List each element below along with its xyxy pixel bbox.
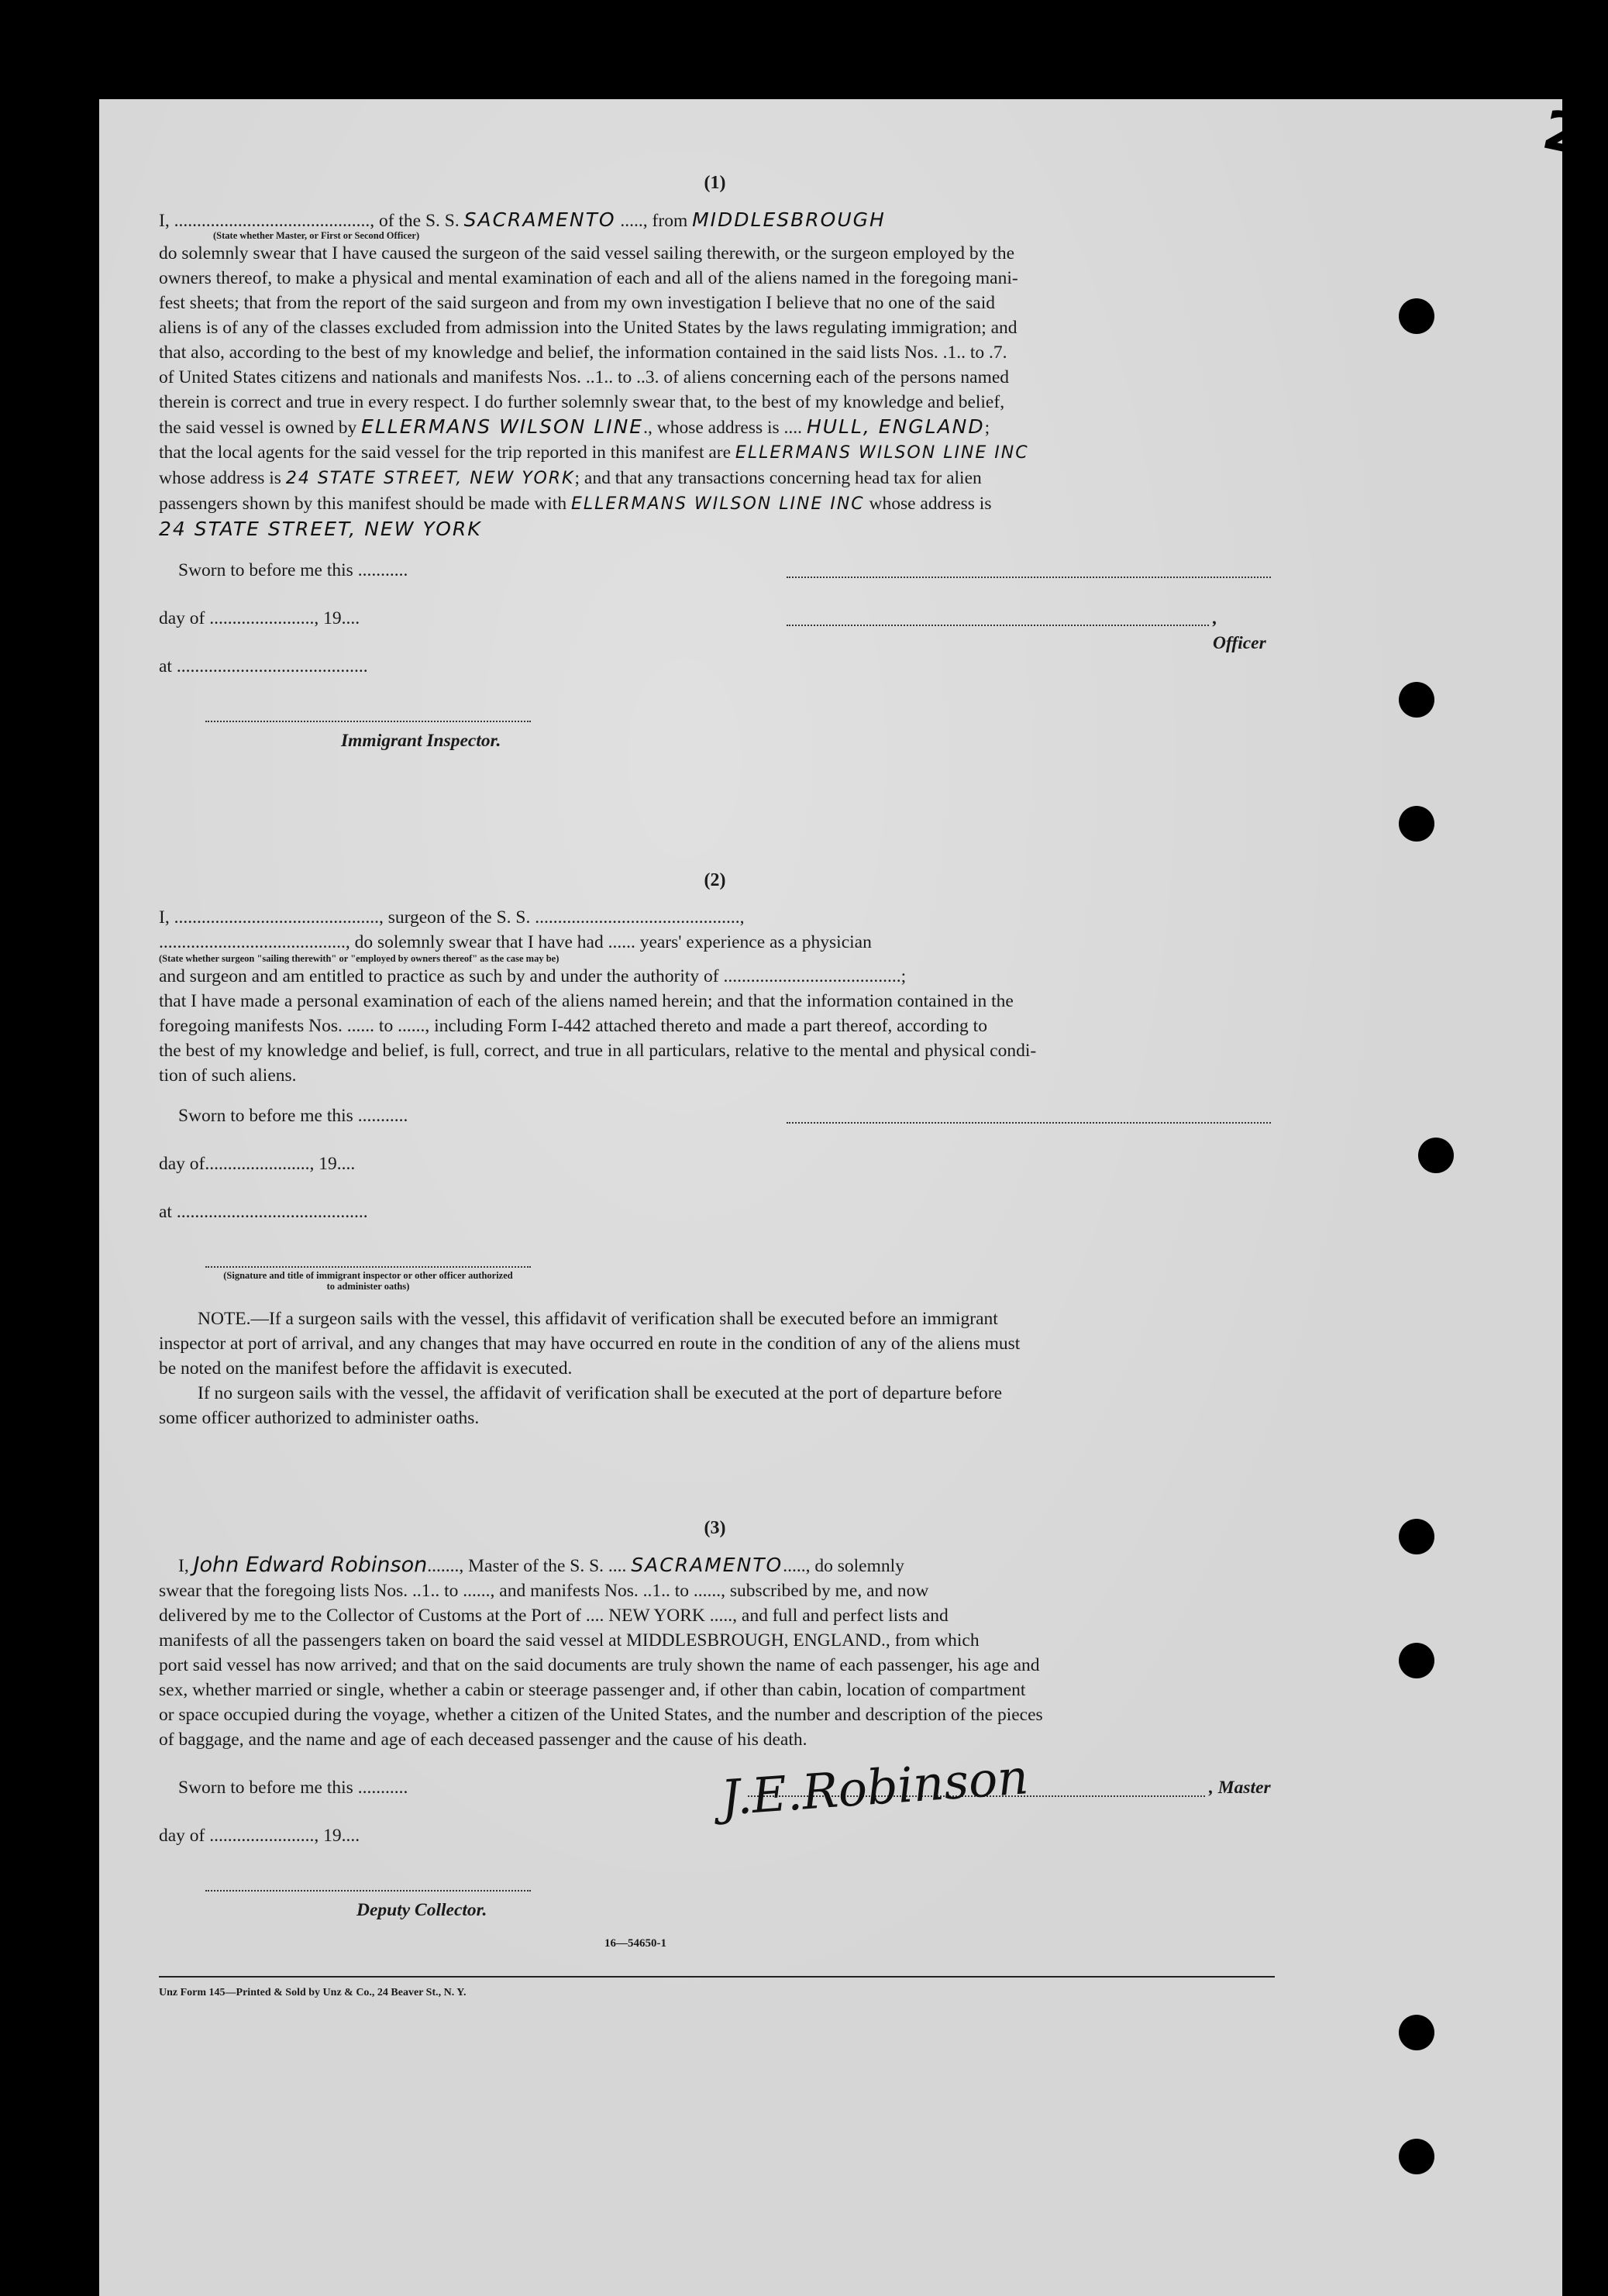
paragraph-line: swear that the foregoing lists Nos. ..1.. to ......, and manifests Nos. ..1.. to ......, subscribed by me, and now [159, 1581, 929, 1601]
document-body [159, 163, 1271, 1923]
solemnly-label: ....., do solemnly [783, 1556, 904, 1576]
owned-by-label: the said vessel is owned by [159, 418, 357, 438]
section-3-paragraph [159, 1578, 1271, 1752]
head-tax-address: 24 STATE STREET, NEW YORK [159, 518, 482, 540]
owner-line: the said vessel is owned by ELLERMANS WILSON LINE., whose address is .... HULL, ENGLAND; [159, 415, 990, 438]
section-1-intro: I, ..........................................., of the S. S. [159, 211, 460, 231]
paragraph-line: delivered by me to the Collector of Customs at the Port of .... NEW YORK ....., and full and perfect lists and [159, 1606, 949, 1626]
note-line: inspector at port of arrival, and any changes that may have occurred en route in the condition of any of the aliens must [159, 1334, 1021, 1354]
punch-hole [1399, 2139, 1434, 2174]
sworn-line: Sworn to before me this ........... [178, 560, 408, 580]
inspector-signature-line [205, 702, 531, 722]
paragraph-line: fest sheets; that from the report of the said surgeon and from my own investigation I believe that no one of the said [159, 293, 995, 313]
paragraph-line: port said vessel has now arrived; and that on the said documents are truly shown the name of each passenger, his age and [159, 1655, 1040, 1675]
agents-label: that the local agents for the said vessel for the trip reported in this manifest are [159, 442, 732, 463]
i-label: I, [178, 1556, 189, 1576]
paragraph-line: therein is correct and true in every respect. I do further solemnly swear that, to the best of my knowledge and belief, [159, 392, 1005, 412]
section-1-caption: (State whether Master, or First or Second Officer) [213, 230, 420, 241]
master-label: ......., Master of the S. S. .... [427, 1556, 627, 1576]
agents-address-line [159, 466, 1271, 491]
inspector-signature-line [205, 1248, 531, 1268]
punch-hole [1399, 2015, 1434, 2050]
at-line: at .......................................... [159, 656, 368, 676]
paragraph-line: or space occupied during the voyage, whether a citizen of the United States, and the number and description of the pieces [159, 1705, 1043, 1725]
from-label: ....., from [620, 211, 688, 231]
head-tax-address-line [159, 517, 1271, 542]
section-2-number: (2) [704, 870, 726, 890]
paragraph-line: owners thereof, to make a physical and mental examination of each and all of the aliens named in the foregoing mani- [159, 268, 1018, 288]
passengers-label: passengers shown by this manifest should be made with [159, 494, 567, 514]
collector-label: Deputy Collector. [356, 1900, 487, 1920]
section-3-line1 [159, 1553, 1271, 1578]
printer-footer: Unz Form 145—Printed & Sold by Unz & Co., 24 Beaver St., N. Y. [159, 1976, 1275, 1999]
punch-hole [1399, 1643, 1434, 1678]
master-label: , Master [1209, 1778, 1271, 1798]
head-tax-label: ; and that any transactions concerning head tax for alien [574, 468, 982, 488]
section-2-attestation [159, 1103, 1271, 1297]
collector-signature-line [205, 1871, 531, 1892]
sworn-line: Sworn to before me this ........... [178, 1106, 408, 1126]
at-line: at .......................................... [159, 1202, 368, 1222]
owner-address-label: ., whose address is .... [643, 418, 803, 438]
sworn-line: Sworn to before me this ........... [178, 1778, 408, 1798]
inspector-label: Immigrant Inspector. [341, 731, 501, 751]
section-1-number: (1) [704, 173, 726, 193]
officer-signature-line-top [787, 558, 1271, 578]
head-tax-line [159, 491, 1271, 517]
paragraph-line: that I have made a personal examination of each of the aliens named herein; and that the information contained in the [159, 991, 1014, 1011]
ship-name: SACRAMENTO [463, 208, 616, 231]
head-tax-address-label: whose address is [869, 494, 992, 514]
punch-hole [1399, 298, 1434, 334]
from-port: MIDDLESBROUGH [692, 208, 886, 231]
agents-line [159, 440, 1271, 466]
note-line: NOTE.—If a surgeon sails with the vessel, this affidavit of verification shall be executed before an immigrant [198, 1309, 998, 1329]
note-line: be noted on the manifest before the affidavit is executed. [159, 1358, 573, 1379]
paragraph-line: do solemnly swear that I have caused the surgeon of the said vessel sailing therewith, or the surgeon employed by the [159, 243, 1015, 263]
punch-hole [1418, 1138, 1454, 1173]
day-of-line: day of......................., 19.... [159, 1154, 356, 1174]
section-3-number: (3) [704, 1518, 726, 1538]
master-signature: J.E.Robinson [718, 1748, 1031, 1826]
punch-hole [1399, 682, 1434, 718]
note-line: some officer authorized to administer oaths. [159, 1408, 480, 1428]
paragraph-line: that also, according to the best of my knowledge and belief, the information contained in the said lists Nos. .1.. to .7. [159, 343, 1007, 363]
paragraph-line: manifests of all the passengers taken on board the said vessel at MIDDLESBROUGH, ENGLAND., from which [159, 1630, 980, 1651]
signature-caption: (Signature and title of immigrant inspector or other officer authorized to administer oaths) [223, 1270, 513, 1292]
officer-signature-line [787, 606, 1209, 626]
section-2-paragraph [159, 964, 1271, 1088]
paragraph-line: and surgeon and am entitled to practice as such by and under the authority of .......................................; [159, 966, 907, 986]
officer-label: , Officer [1213, 608, 1266, 653]
paragraph-line: of baggage, and the name and age of each deceased passenger and the cause of his death. [159, 1730, 807, 1750]
ship-name: SACRAMENTO [631, 1554, 783, 1576]
punch-hole [1399, 1519, 1434, 1554]
paragraph-line: aliens is of any of the classes excluded from admission into the United States by the laws regulating immigration; and [159, 318, 1017, 338]
section-1-paragraph [159, 241, 1271, 542]
section-3-attestation [159, 1768, 1271, 1923]
note-paragraph [159, 1306, 1271, 1430]
day-of-line: day of ......................., 19.... [159, 1826, 360, 1846]
head-tax-agent: ELLERMANS WILSON LINE INC [570, 494, 865, 514]
note-line: If no surgeon sails with the vessel, the affidavit of verification shall be executed at the port of departure before [198, 1383, 1002, 1403]
day-of-line: day of ......................., 19.... [159, 608, 360, 628]
owner-address: HULL, ENGLAND [806, 415, 985, 438]
paragraph-line: sex, whether married or single, whether a cabin or steerage passenger and, if other than cabin, location of compartment [159, 1680, 1026, 1700]
section-1-attestation [159, 558, 1271, 752]
paragraph-line: foregoing manifests Nos. ...... to ......, including Form I-442 attached thereto and made a part thereof, according to [159, 1016, 987, 1036]
agents-address-label: whose address is [159, 468, 281, 488]
agents-address: 24 STATE STREET, NEW YORK [285, 469, 575, 488]
corner-mark: 2 [1537, 97, 1588, 168]
agents-name: ELLERMANS WILSON LINE INC [735, 443, 1029, 463]
paragraph-line: of United States citizens and nationals and manifests Nos. ..1.. to ..3. of aliens concerning each of the persons named [159, 367, 1010, 387]
paragraph-line: tion of such aliens. [159, 1065, 297, 1086]
surgeon-signature-line [787, 1103, 1271, 1124]
form-number: 16—54650-1 [604, 1937, 666, 1950]
owner-name: ELLERMANS WILSON LINE [361, 415, 644, 438]
paragraph-line: the best of my knowledge and belief, is full, correct, and true in all particulars, relative to the mental and physical condi- [159, 1041, 1037, 1061]
section-2-line1: I, ............................................., surgeon of the S. S. ............................................., [159, 907, 745, 928]
section-2-line2: ........................................., do solemnly swear that I have had ...... years' experience as a physician [159, 932, 872, 952]
punch-hole [1399, 806, 1434, 842]
master-name: John Edward Robinson [193, 1553, 428, 1577]
section-2-caption: (State whether surgeon "sailing therewith" or "employed by owners thereof" as the case may be) [159, 953, 560, 964]
